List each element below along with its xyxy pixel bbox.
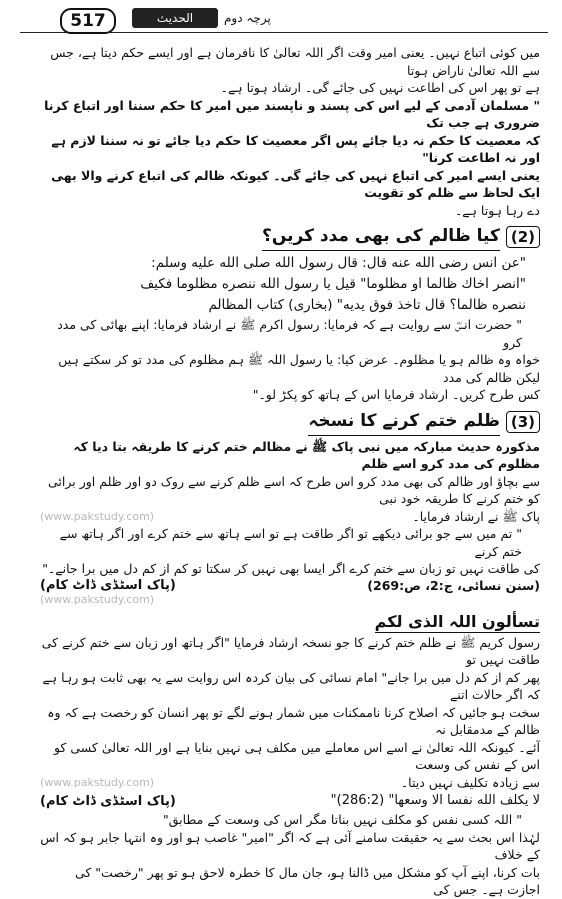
page-body <box>40 44 540 899</box>
watermark-url: (www.pakstudy.com) <box>40 509 155 523</box>
watermark-row <box>40 774 540 792</box>
section2-arabic-line: "انصر اخاك ظالما او مظلوما" قیل یا رسول الله ننصره مظلوما فکیف <box>140 276 526 292</box>
closing-line: بات کرنا، اپنے آپ کو مشکل میں ڈالنا ہو، جان مال کا خطرہ لاحق ہو تو پھر "رخصت" کی اجازت ہے۔ جس کی <box>74 864 540 897</box>
section2-arabic-line: ننصره ظالما؟ قال تاخذ فوق یدیه" (بخاری) کتاب المظالم <box>208 297 526 313</box>
section4-title: تسألون اللہ الذی لکم <box>374 611 540 631</box>
section2-arabic-line: "عن انس رضی الله عنه قال: قال رسول الله صلی الله علیه وسلم: <box>151 255 526 271</box>
section3-line: سے بچاؤ اور ظالم کی بھی مدد کرو اس طرح کہ اسے ظلم کرنے سے روک دو اور ظلم اور برائی کو ختم کرنے کا طریقہ خود نبی <box>48 473 540 506</box>
section3-heading <box>40 408 540 436</box>
para1-line: دے رہا ہوتا ہے۔ <box>454 202 540 218</box>
quran-arabic: "لا یکلف الله نفسا الا وسعها" (286:2) <box>330 793 540 808</box>
page-number: 517 <box>60 8 116 34</box>
quran-translation: " اللہ کسی نفس کو مکلف نہیں بناتا مگر اس کی وسعت کے مطابق" <box>162 812 522 827</box>
watermark-url: (www.pakstudy.com) <box>40 592 155 606</box>
reference-row <box>40 578 540 593</box>
section3-number: (3) <box>506 411 540 433</box>
header-title-badge: الحديث <box>132 8 218 28</box>
section3-title: ظلم ختم کرنے کا نسخہ <box>308 408 499 436</box>
watermark-url: (www.pakstudy.com) <box>40 775 155 789</box>
section2-heading <box>40 223 540 251</box>
watermark-brand: (پاک اسٹڈی ڈاٹ کام) <box>40 793 176 809</box>
header-subtitle: پرچہ دوم <box>224 11 271 25</box>
closing-line: لہٰذا اس بحث سے یہ حقیقت سامنے آئی ہے کہ اگر "امیر" غاصب ہو اور وہ انتہا جابر ہو کہ اس کے خلاف <box>40 829 540 862</box>
section2-translation-line: خواہ وہ ظالم ہو یا مظلوم۔ عرض کیا: یا رسول اللہ ﷺ ہم مظلوم کی مدد تو کر سکتے ہیں لیکن ظالم کی مدد <box>58 352 540 385</box>
section2-translation-line: کس طرح کریں۔ ارشاد فرمایا اس کے ہاتھ کو پکڑ لو۔" <box>252 387 540 402</box>
watermark-row <box>40 508 540 526</box>
section4-heading <box>40 610 540 634</box>
section3-quote-line: " تم میں سے جو برائی دیکھے تو اگر طاقت ہے تو اسے ہاتھ سے ختم کرے اور اگر ہاتھ سے ختم کرنے <box>59 526 522 559</box>
section4-line: پھر کم از کم دل میں برا جانے" امام نسائی کی بیان کردہ اس روایت سے یہ بھی ثابت ہو رہا ہے کہ اگر حالات اتنے <box>42 669 540 702</box>
section2-title: کیا ظالم کی بھی مدد کریں؟ <box>262 223 500 251</box>
para1-line: " مسلمان آدمی کے لیے اس کی پسند و ناپسند میں امیر کا حکم سننا اور اتباع کرنا ضروری ہے جب تک <box>44 97 540 130</box>
section4-line: رسول کریم ﷺ نے ظلم ختم کرنے کا جو نسخہ ارشاد فرمایا "اگر ہاتھ اور زبان سے ختم کرنے کی طاقت نہیں تو <box>41 634 540 667</box>
watermark-brand: (پاک اسٹڈی ڈاٹ کام) <box>40 577 176 593</box>
quran-row <box>40 791 540 811</box>
section2-translation-line: " حضرت انسؓ سے روایت ہے کہ فرمایا: رسول اکرم ﷺ نے ارشاد فرمایا: اپنے بھائی کی مدد کرو <box>57 317 522 350</box>
watermark-row <box>40 593 540 606</box>
section4-line: آئے۔ کیونکہ اللہ تعالیٰ نے اسے اس معاملے میں مکلف ہی نہیں بنایا ہے اور اللہ تعالیٰ کسی کو اس کے نفس کی وسعت <box>53 739 540 772</box>
para1-line: ہے تو پھر اس کی اطاعت نہیں کی جائے گی۔ ارشاد ہوتا ہے۔ <box>220 80 540 95</box>
section2-number: (2) <box>506 226 540 248</box>
para1-line: یعنی ایسے امیر کی اتباع نہیں کی جائے گی۔ کیونکہ ظالم کی اتباع کرنے والا بھی ایک لحاظ سے ظلم کو تقویت <box>51 167 540 200</box>
para1-line: کہ معصیت کا حکم نہ دیا جائے پس اگر معصیت کا حکم دیا جائے تو نہ سننا لازم ہے اور نہ اطاعت کرنا" <box>51 132 540 165</box>
section3-reference: (سنن نسائی، ج:2، ص:269) <box>367 577 540 593</box>
section3-line: مذکورہ حدیث مبارکہ میں نبی پاک ﷺ نے مظالم ختم کرنے کا طریقہ بتا دیا کہ مظلوم کی مدد کرو اسے ظلم <box>73 438 540 471</box>
section3-line: پاک ﷺ نے ارشاد فرمایا۔ <box>412 508 540 524</box>
page-header <box>60 8 558 34</box>
section4-line: سے زیادہ تکلیف نہیں دیتا۔ <box>400 774 540 790</box>
section3-quote-line: کی طاقت نہیں تو زبان سے ختم کرے اگر ایسا بھی نہیں کر سکتا تو کم از کم دل میں برا جانے۔" <box>42 561 540 576</box>
para1-line: میں کوئی اتباع نہیں۔ یعنی امیر وقت اگر اللہ تعالیٰ کا نافرمان ہے اور ایسے حکم دیتا ہے، جس سے اللہ تعالیٰ ناراض ہوتا <box>50 45 540 78</box>
section4-line: سخت ہو جائیں کہ اصلاح کرنا ناممکنات میں شمار ہونے لگے تو پھر انسان کو رخصت ہے کہ وہ ظالم کے مدمقابل نہ <box>47 704 540 737</box>
